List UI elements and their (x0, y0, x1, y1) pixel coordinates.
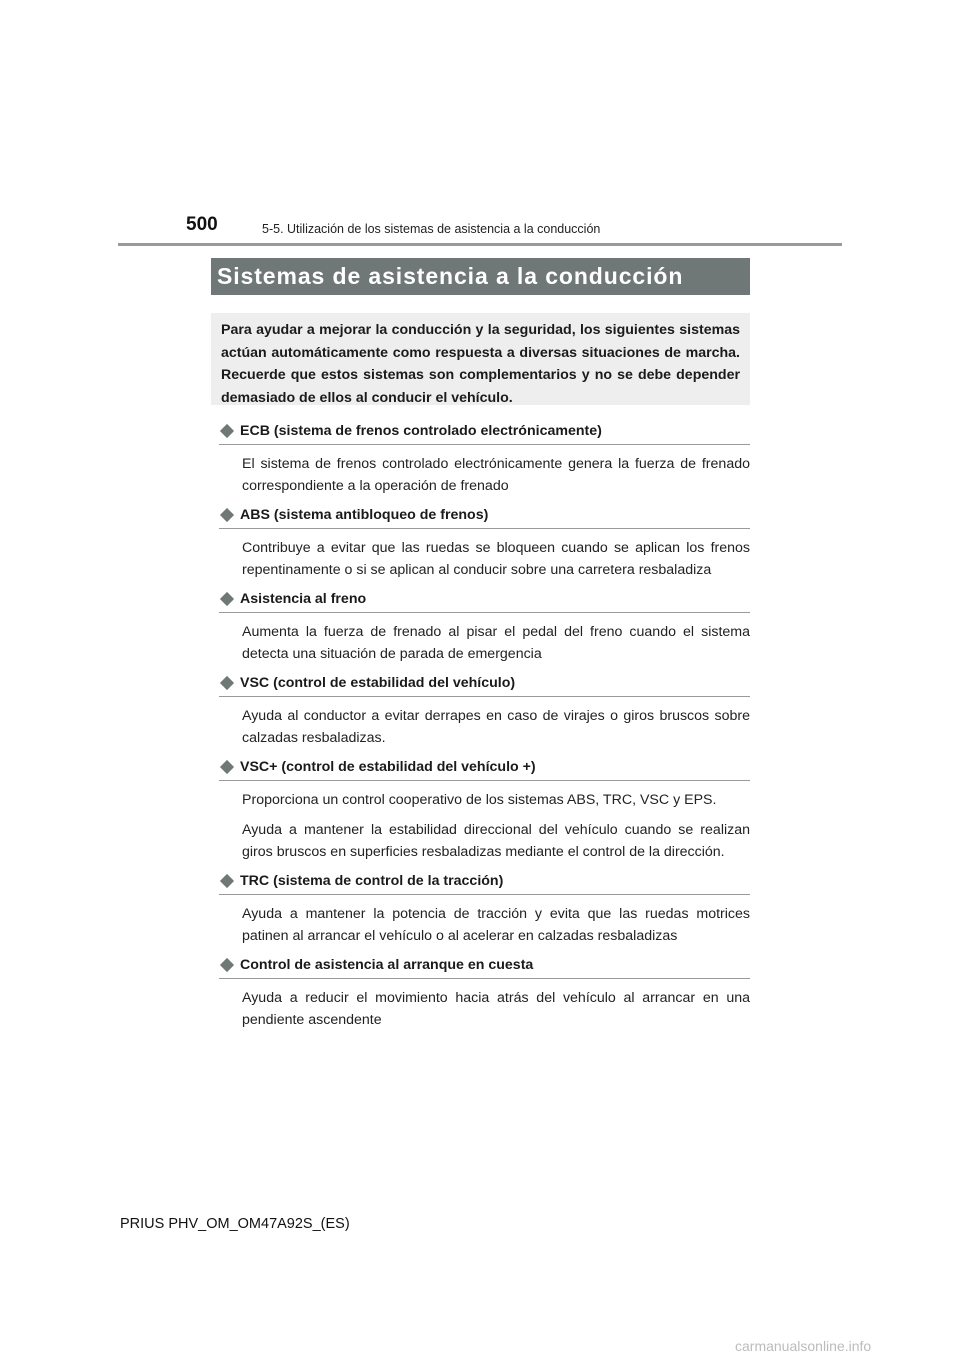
section-heading-text: ABS (sistema antibloqueo de frenos) (240, 507, 489, 523)
section-paragraph: Ayuda al conductor a evitar derrapes en caso de virajes o giros bruscos sobre calzadas resbaladizas. (242, 708, 750, 746)
diamond-icon (220, 676, 234, 690)
section-paragraph: Proporciona un control cooperativo de los sistemas ABS, TRC, VSC y EPS. (242, 792, 717, 808)
section-heading-text: ECB (sistema de frenos controlado electrónicamente) (240, 423, 602, 439)
header-rule (118, 243, 842, 246)
diamond-icon (220, 760, 234, 774)
feature-section (219, 505, 750, 581)
section-heading (219, 871, 750, 895)
feature-section (219, 673, 750, 749)
sections-list (219, 421, 750, 1039)
breadcrumb: 5-5. Utilización de los sistemas de asistencia a la conducción (262, 222, 601, 236)
diamond-icon (220, 958, 234, 972)
diamond-icon (220, 508, 234, 522)
section-heading (219, 589, 750, 613)
section-paragraph: Ayuda a reducir el movimiento hacia atrás del vehículo al arrancar en una pendiente ascendente (242, 990, 750, 1028)
feature-section (219, 757, 750, 863)
feature-section (219, 589, 750, 665)
section-heading-text: Control de asistencia al arranque en cuesta (240, 957, 534, 973)
section-paragraph: Contribuye a evitar que las ruedas se bloqueen cuando se aplican los frenos repentinamente o si se aplican al conducir sobre una carretera resbaladiza (242, 540, 750, 578)
section-body (242, 537, 750, 581)
intro-box (211, 313, 750, 405)
section-heading (219, 673, 750, 697)
page-number: 500 (186, 214, 218, 235)
section-paragraph: Aumenta la fuerza de frenado al pisar el pedal del freno cuando el sistema detecta una situación de parada de emergencia (242, 624, 750, 662)
section-body (242, 621, 750, 665)
intro-text: Para ayudar a mejorar la conducción y la seguridad, los siguientes sistemas actúan automáticamente como respuesta a diversas situaciones de marcha. Recuerde que estos sistemas son complementarios y no se debe depender demasiado de ellos al conducir el vehículo. (221, 322, 740, 406)
section-paragraph: Ayuda a mantener la potencia de tracción y evita que las ruedas motrices patinen al arrancar el vehículo o al acelerar en calzadas resbaladizas (242, 906, 750, 944)
section-heading (219, 505, 750, 529)
title-bar (211, 258, 750, 295)
diamond-icon (220, 874, 234, 888)
document-code: PRIUS PHV_OM_OM47A92S_(ES) (120, 1216, 350, 1232)
section-heading (219, 421, 750, 445)
section-heading-text: VSC (control de estabilidad del vehículo) (240, 675, 516, 691)
section-heading-text: VSC+ (control de estabilidad del vehículo +) (240, 759, 536, 775)
diamond-icon (220, 424, 234, 438)
diamond-icon (220, 592, 234, 606)
section-body (242, 789, 750, 863)
section-heading (219, 757, 750, 781)
section-heading (219, 955, 750, 979)
section-body (242, 903, 750, 947)
feature-section (219, 421, 750, 497)
page-title: Sistemas de asistencia a la conducción (217, 263, 684, 289)
section-heading-text: Asistencia al freno (240, 591, 367, 607)
section-paragraph: El sistema de frenos controlado electrónicamente genera la fuerza de frenado correspondiente a la operación de frenado (242, 456, 750, 494)
section-body (242, 705, 750, 749)
watermark: carmanualsonline.info (735, 1338, 872, 1354)
section-paragraph: Ayuda a mantener la estabilidad direccional del vehículo cuando se realizan giros bruscos en superficies resbaladizas mediante el control de la dirección. (242, 822, 750, 860)
feature-section (219, 955, 750, 1031)
section-heading-text: TRC (sistema de control de la tracción) (240, 873, 504, 889)
feature-section (219, 871, 750, 947)
section-body (242, 987, 750, 1031)
section-body (242, 453, 750, 497)
